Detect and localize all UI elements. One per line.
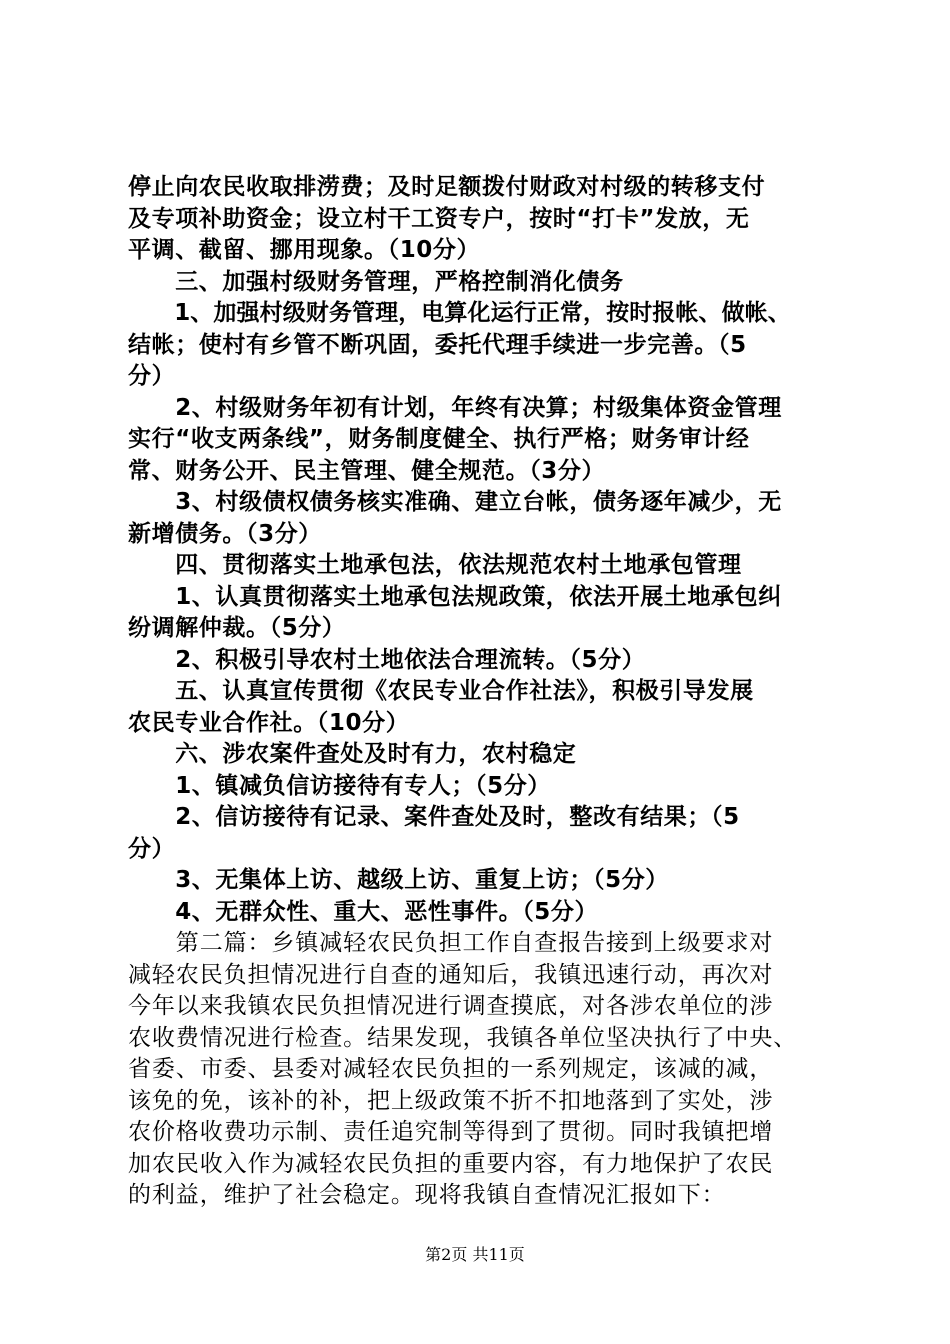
section-heading: 三、加强村级财务管理，严格控制消化债务 [128, 268, 624, 295]
text-line: 2、积极引导农村土地依法合理流转。（5分） [128, 646, 646, 673]
text-line: 停止向农民收取排涝费；及时足额拨付财政对村级的转移支付 [128, 174, 766, 200]
text-line: 结帐；使村有乡管不断巩固，委托代理手续进一步完善。（5 [128, 331, 747, 358]
text-line: 及专项补助资金；设立村干工资专户，按时“打卡”发放，无 [128, 205, 750, 232]
text-line: 今年以来我镇农民负担情况进行调查摸底，对各涉农单位的涉 [128, 993, 774, 1019]
document-body [128, 172, 840, 1212]
section-heading: 六、涉农案件查处及时有力，农村稳定 [128, 741, 577, 767]
text-line: 2、信访接待有记录、案件查处及时，整改有结果；（5 [128, 804, 740, 830]
page-number-footer: 第2页 共11页 [425, 1245, 525, 1264]
text-line: 纷调解仲裁。（5分） [128, 615, 346, 641]
text-line: 的利益，维护了社会稳定。现将我镇自查情况汇报如下： [128, 1182, 726, 1208]
section-heading: 五、认真宣传贯彻《农民专业合作社法》，积极引导发展 [128, 678, 754, 704]
text-line: 4、无群众性、重大、恶性事件。（5分） [128, 898, 599, 925]
text-line: 3、村级债权债务核实准确、建立台帐，债务逐年减少，无 [128, 489, 782, 515]
text-line: 1、认真贯彻落实土地承包法规政策，依法开展土地承包纠 [128, 583, 782, 610]
text-line: 分） [128, 835, 176, 862]
text-line: 常、财务公开、民主管理、健全规范。（3分） [128, 457, 606, 484]
text-line: 第二篇：乡镇减轻农民负担工作自查报告接到上级要求对 [128, 930, 774, 956]
text-line: 农收费情况进行检查。结果发现，我镇各单位坚决执行了中央、 [128, 1024, 798, 1051]
text-line: 加农民收入作为减轻农民负担的重要内容，有力地保护了农民 [128, 1150, 774, 1177]
text-line: 新增债务。（3分） [128, 520, 322, 547]
text-line: 该免的免，该补的补，把上级政策不折不扣地落到了实处，涉 [128, 1087, 774, 1114]
text-line: 农价格收费功示制、责任追究制等得到了贯彻。同时我镇把增 [128, 1119, 774, 1145]
section-heading: 四、贯彻落实土地承包法，依法规范农村土地承包管理 [128, 552, 742, 578]
text-line: 农民专业合作社。（10分） [128, 709, 410, 736]
text-line: 省委、市委、县委对减轻农民负担的一系列规定，该减的减， [128, 1056, 774, 1082]
text-line: 3、无集体上访、越级上访、重复上访；（5分） [128, 867, 669, 893]
text-line: 1、镇减负信访接待有专人；（5分） [128, 772, 551, 799]
text-line: 2、村级财务年初有计划，年终有决算；村级集体资金管理 [128, 394, 782, 421]
text-line: 分） [128, 363, 176, 389]
text-line: 实行“收支两条线”，财务制度健全、执行严格；财务审计经 [128, 426, 750, 452]
text-line: 平调、截留、挪用现象。（10分） [128, 237, 481, 263]
text-line: 1、加强村级财务管理，电算化运行正常，按时报帐、做帐、 [128, 300, 791, 326]
text-line: 减轻农民负担情况进行自查的通知后，我镇迅速行动，再次对 [128, 961, 774, 988]
